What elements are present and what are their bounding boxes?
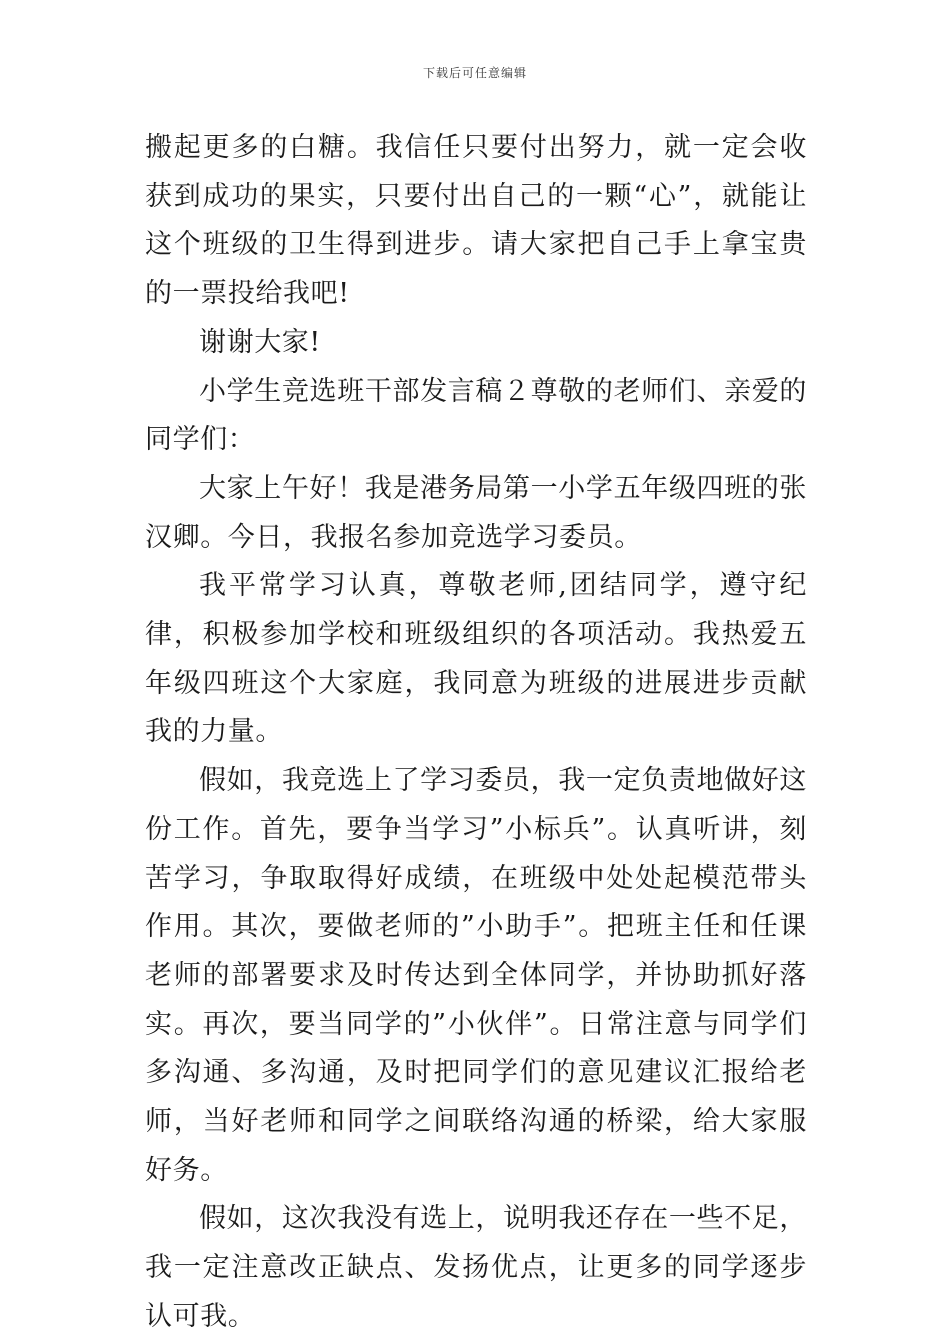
paragraph-1: 搬起更多的白糖。我信任只要付出努力，就一定会收获到成功的果实，只要付出自己的一颗“心”，就能让这个班级的卫生得到进步。请大家把自己手上拿宝贵的一票投给我吧! <box>145 132 807 310</box>
paragraph-3: 小学生竞选班干部发言稿２尊敬的老师们、亲爱的同学们： <box>145 375 807 456</box>
paragraph-7: 假如，这次我没有选上，说明我还存在一些不足，我一定注意改正缺点、发扬优点，让更多的同学逐步认可我。 <box>145 1203 807 1332</box>
paragraph-6: 假如，我竞选上了学习委员，我一定负责地做好这份工作。首先，要争当学习”小标兵”。认真听讲，刻苦学习，争取取得好成绩，在班级中处处起模范带头作用。其次，要做老师的”小助手”。把班主任和任课老师的部署要求及时传达到全体同学，并协助抓好落实。再次，要当同学的”小伙伴”。日常注意与同学们多沟通、多沟通，及时把同学们的意见建议汇报给老师，当好老师和同学之间联络沟通的桥梁，给大家服好务。 <box>145 765 807 1186</box>
paragraph-5: 我平常学习认真，尊敬老师,团结同学，遵守纪律，积极参加学校和班级组织的各项活动。我热爱五年级四班这个大家庭，我同意为班级的进展进步贡献我的力量。 <box>145 570 807 748</box>
document-body <box>145 124 807 1342</box>
page-header-note: 下载后可任意编辑 <box>422 66 527 80</box>
paragraph-2: 谢谢大家! <box>199 326 321 358</box>
paragraph-4: 大家上午好！我是港务局第一小学五年级四班的张汉卿。今日，我报名参加竞选学习委员。 <box>145 472 807 553</box>
